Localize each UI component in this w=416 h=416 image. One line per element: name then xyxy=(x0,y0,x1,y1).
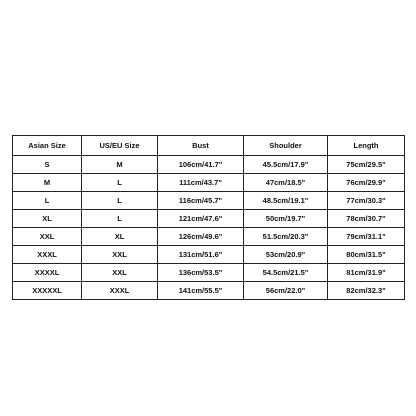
cell-length: 81cm/31.9" xyxy=(328,264,405,282)
cell-length: 76cm/29.9" xyxy=(328,174,405,192)
cell-shoulder: 53cm/20.9" xyxy=(244,246,328,264)
table-row xyxy=(13,264,405,282)
header-length: Length xyxy=(328,136,405,156)
table-row xyxy=(13,156,405,174)
cell-shoulder: 51.5cm/20.3" xyxy=(244,228,328,246)
cell-bust: 106cm/41.7" xyxy=(158,156,244,174)
cell-bust: 126cm/49.6" xyxy=(158,228,244,246)
cell-shoulder: 56cm/22.0" xyxy=(244,282,328,300)
header-shoulder: Shoulder xyxy=(244,136,328,156)
header-bust: Bust xyxy=(158,136,244,156)
cell-asian-size: XL xyxy=(13,210,82,228)
cell-bust: 136cm/53.5" xyxy=(158,264,244,282)
cell-us-eu-size: XL xyxy=(82,228,158,246)
cell-asian-size: S xyxy=(13,156,82,174)
table-row xyxy=(13,192,405,210)
cell-length: 82cm/32.3" xyxy=(328,282,405,300)
cell-shoulder: 45.5cm/17.9" xyxy=(244,156,328,174)
cell-us-eu-size: L xyxy=(82,210,158,228)
cell-asian-size: XXXXL xyxy=(13,264,82,282)
cell-asian-size: XXXL xyxy=(13,246,82,264)
cell-asian-size: XXXXXL xyxy=(13,282,82,300)
cell-bust: 121cm/47.6" xyxy=(158,210,244,228)
header-asian-size: Asian Size xyxy=(13,136,82,156)
cell-bust: 141cm/55.5" xyxy=(158,282,244,300)
cell-us-eu-size: XXXL xyxy=(82,282,158,300)
header-us-eu-size: US/EU Size xyxy=(82,136,158,156)
cell-us-eu-size: XXL xyxy=(82,246,158,264)
cell-us-eu-size: M xyxy=(82,156,158,174)
cell-shoulder: 47cm/18.5" xyxy=(244,174,328,192)
table-row xyxy=(13,210,405,228)
table-row xyxy=(13,228,405,246)
cell-shoulder: 48.5cm/19.1" xyxy=(244,192,328,210)
cell-shoulder: 50cm/19.7" xyxy=(244,210,328,228)
cell-length: 80cm/31.5" xyxy=(328,246,405,264)
cell-length: 75cm/29.5" xyxy=(328,156,405,174)
cell-length: 78cm/30.7" xyxy=(328,210,405,228)
table-row xyxy=(13,282,405,300)
cell-us-eu-size: XXL xyxy=(82,264,158,282)
table-row xyxy=(13,246,405,264)
size-chart-table xyxy=(12,135,405,300)
table-row xyxy=(13,174,405,192)
cell-shoulder: 54.5cm/21.5" xyxy=(244,264,328,282)
cell-asian-size: L xyxy=(13,192,82,210)
cell-length: 79cm/31.1" xyxy=(328,228,405,246)
cell-bust: 111cm/43.7" xyxy=(158,174,244,192)
cell-bust: 116cm/45.7" xyxy=(158,192,244,210)
cell-us-eu-size: L xyxy=(82,192,158,210)
cell-us-eu-size: L xyxy=(82,174,158,192)
cell-asian-size: M xyxy=(13,174,82,192)
cell-bust: 131cm/51.6" xyxy=(158,246,244,264)
cell-length: 77cm/30.3" xyxy=(328,192,405,210)
table-header-row xyxy=(13,136,405,156)
cell-asian-size: XXL xyxy=(13,228,82,246)
